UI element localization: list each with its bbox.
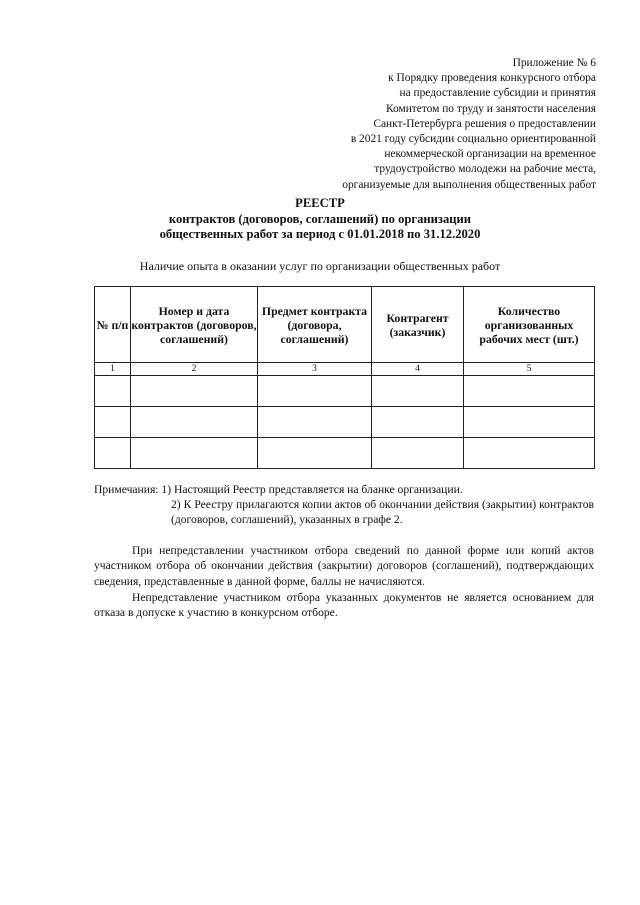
header-contract: Номер и дата контрактов (договоров, соглашений) xyxy=(131,287,258,363)
header-workplaces: Количество организованных рабочих мест (шт.) xyxy=(464,287,595,363)
table-cell xyxy=(372,438,464,469)
appendix-line: некоммерческой организации на временное xyxy=(384,148,596,161)
table-cell xyxy=(464,376,595,407)
column-number: 2 xyxy=(131,363,258,376)
column-number-row xyxy=(95,363,595,376)
table-row xyxy=(95,376,595,407)
appendix-line: на предоставление субсидии и принятия xyxy=(399,87,596,100)
note-2: 2) К Реестру прилагаются копии актов об окончании действия (закрытии) контрактов (договоров, соглашений), указанных в графе 2. xyxy=(171,498,594,527)
column-number: 5 xyxy=(464,363,595,376)
appendix-block xyxy=(296,56,596,193)
header-subject: Предмет контракта (договора, соглашений) xyxy=(258,287,372,363)
appendix-line: Санкт-Петербурга решения о предоставлении xyxy=(373,117,596,130)
appendix-line: организуемые для выполнения общественных работ xyxy=(342,178,596,191)
registry-table xyxy=(94,286,595,469)
header-number: № п/п xyxy=(95,287,131,363)
table-cell xyxy=(258,407,372,438)
document-title xyxy=(0,196,640,243)
paragraph-penalty xyxy=(94,543,594,589)
table-cell xyxy=(95,376,131,407)
title-line: общественных работ за период с 01.01.2018 по 31.12.2020 xyxy=(159,227,481,241)
appendix-line: в 2021 году субсидии социально ориентированной xyxy=(350,133,596,146)
note-1: Примечания: 1) Настоящий Реестр представляется на бланке организации. xyxy=(94,483,463,496)
table-cell xyxy=(95,438,131,469)
table-cell xyxy=(131,438,258,469)
table-row xyxy=(95,438,595,469)
title-line: контрактов (договоров, соглашений) по организации xyxy=(168,211,472,226)
appendix-line: трудоустройство молодежи на рабочие места, xyxy=(374,163,596,176)
notes-block xyxy=(94,482,594,528)
appendix-line: к Порядку проведения конкурсного отбора xyxy=(388,72,596,85)
table-row xyxy=(95,407,595,438)
appendix-line: Комитетом по труду и занятости населения xyxy=(385,102,596,115)
table-cell xyxy=(95,407,131,438)
column-number: 4 xyxy=(372,363,464,376)
paragraph-admission xyxy=(94,590,594,621)
title-heading: РЕЕСТР xyxy=(295,196,345,210)
table-cell xyxy=(131,376,258,407)
column-number: 3 xyxy=(258,363,372,376)
table-cell xyxy=(372,376,464,407)
table-cell xyxy=(131,407,258,438)
table-header-row xyxy=(95,287,595,363)
header-counterparty: Контрагент (заказчик) xyxy=(372,287,464,363)
paragraph-text: Непредставление участником отбора указанных документов не является основанием для отказа в допуске к участию в конкурсном отборе. xyxy=(94,591,594,620)
table-subtitle: Наличие опыта в оказании услуг по организации общественных работ xyxy=(139,259,501,273)
table-cell xyxy=(464,438,595,469)
appendix-line: Приложение № 6 xyxy=(512,57,596,69)
table-cell xyxy=(464,407,595,438)
table-cell xyxy=(258,376,372,407)
table-cell xyxy=(258,438,372,469)
paragraph-text: При непредставлении участником отбора сведений по данной форме или копий актов участником отбора об окончании действия (закрытии) договоров (соглашений), подтверждающих сведения, представленные в данной форме, баллы не начисляются. xyxy=(94,544,594,588)
table-cell xyxy=(372,407,464,438)
column-number: 1 xyxy=(95,363,131,376)
